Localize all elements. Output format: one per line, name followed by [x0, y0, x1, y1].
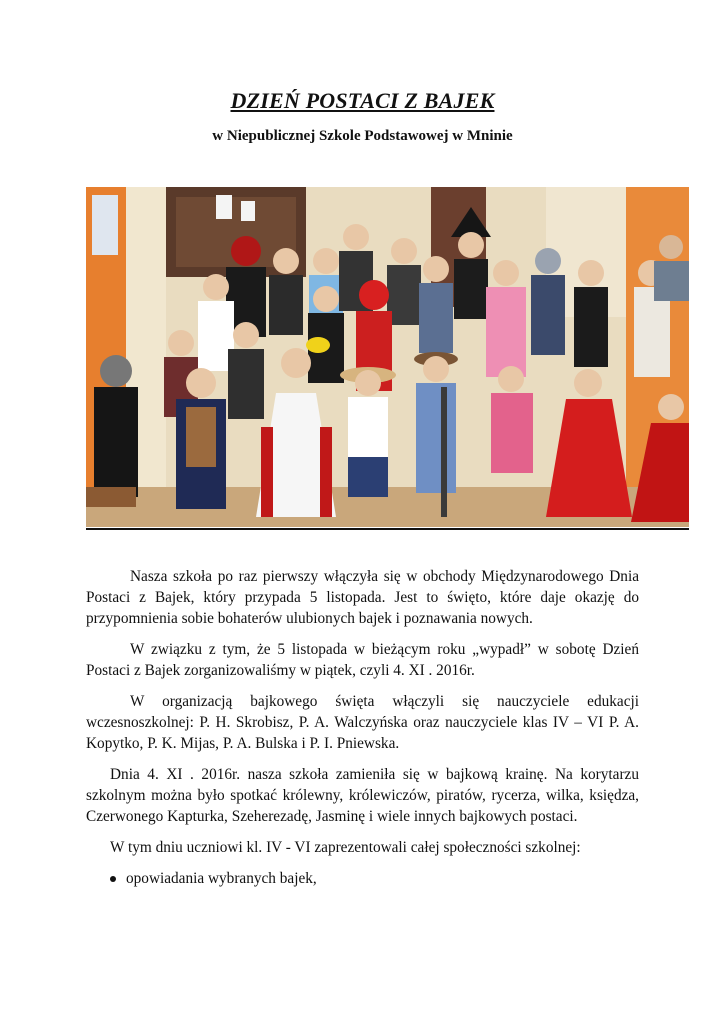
paragraph-3: W organizacją bajkowego święta włączyli się nauczyciele edukacji wczesnoszkolnej: P. H. Skrobisz, P. A. Walczyńska oraz nauczyciele klas IV – VI P. A. Kopytko, P. K. Mijas, P. A. Bulska i P. I. Pniewska. [86, 693, 639, 752]
document-subtitle: w Niepublicznej Szkole Podstawowej w Mninie [212, 128, 513, 144]
paragraph-4: Dnia 4. XI . 2016r. nasza szkoła zamieniła się w bajkową krainę. Na korytarzu szkolnym można było spotkać królewny, królewiczów, piratów, rycerza, wilka, księdza, Czerwonego Kapturka, Szeherezadę, Jasminę i wiele innych bajkowych postaci. [86, 766, 639, 825]
paragraph-2: W związku z tym, że 5 listopada w bieżącym roku „wypadł” w sobotę Dzień Postaci z Bajek zorganizowaliśmy w piątek, czyli 4. XI . 2016r. [86, 641, 639, 679]
paragraph-1: Nasza szkoła po raz pierwszy włączyła się w obchody Międzynarodowego Dnia Postaci z Bajek, który przypada 5 listopada. Jest to święto, które daje okazję do przypomnienia sobie bohaterów ulubionych bajek i poznawania nowych. [86, 568, 639, 627]
group-photo [86, 187, 689, 527]
body-text [86, 566, 639, 889]
paragraph-5: W tym dniu uczniowi kl. IV - VI zaprezentowali całej społeczności szkolnej: [110, 839, 581, 856]
bullet-icon [110, 876, 116, 882]
bullet-text: opowiadania wybranych bajek, [126, 870, 317, 887]
photo-underline-divider [86, 528, 689, 530]
document-title: DZIEŃ POSTACI Z BAJEK [230, 88, 495, 113]
bullet-list-item [86, 868, 639, 889]
